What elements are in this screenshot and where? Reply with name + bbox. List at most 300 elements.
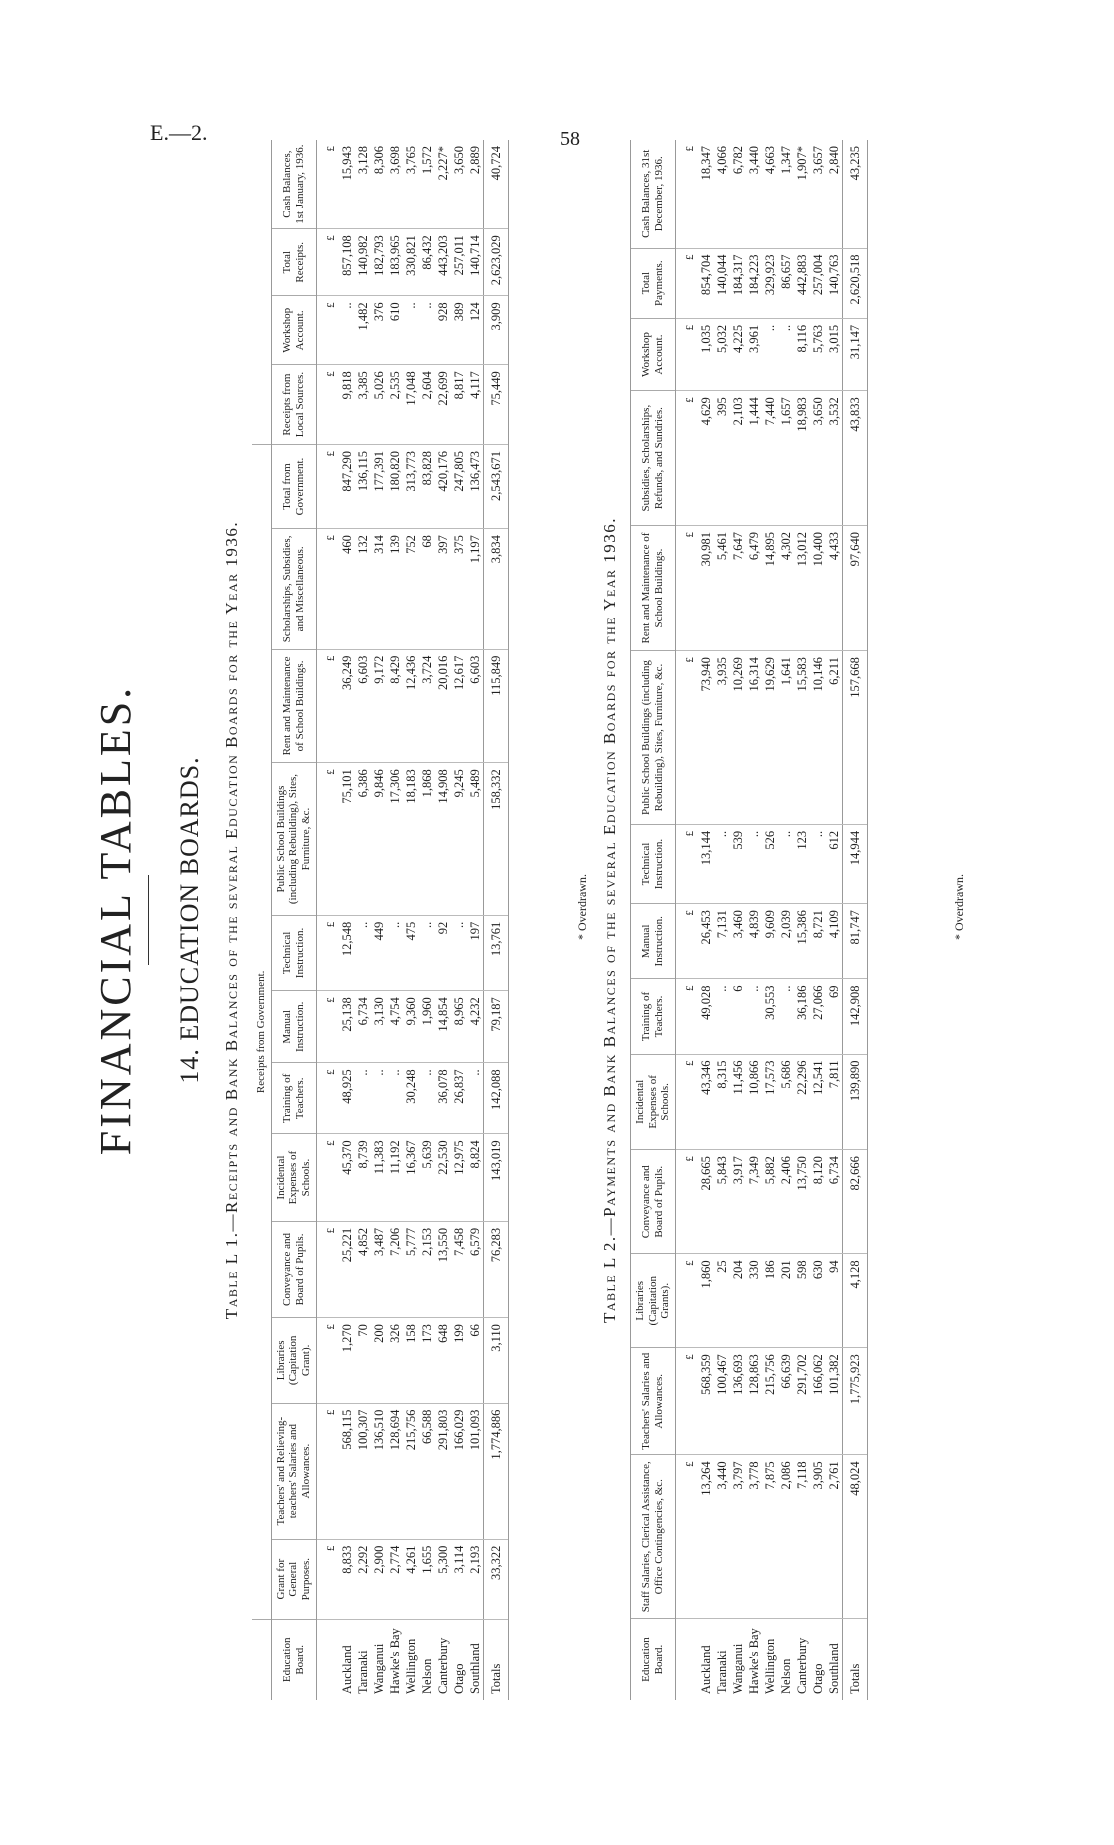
table-cell: 376 <box>371 296 387 365</box>
unit-cell: £ <box>675 904 698 979</box>
total-cell: 3,834 <box>483 529 508 649</box>
board-name: Wellington <box>762 1638 777 1694</box>
table-cell: 10,400 <box>810 525 826 650</box>
table-cell: 2,604 <box>419 365 435 445</box>
table-cell: 4,839 <box>746 904 762 979</box>
section-title: 14. EDUCATION BOARDS. <box>175 756 204 1084</box>
table-cell: 395 <box>714 391 730 526</box>
table-cell: 25 <box>714 1254 730 1348</box>
table-cell: 10,146 <box>810 651 826 825</box>
table-cell: 5,843 <box>714 1150 730 1254</box>
table-cell: 6,479 <box>746 525 762 650</box>
table-cell: 6 <box>730 979 746 1054</box>
table-cell: 6,579 <box>467 1221 484 1317</box>
table-cell: 443,203 <box>435 229 451 296</box>
table-cell: .. <box>403 296 419 365</box>
table-cell: 4,629 <box>698 391 714 526</box>
table-cell: 136,115 <box>355 444 371 528</box>
table-cell: 2,103 <box>730 391 746 526</box>
board-name: Southland <box>826 1643 841 1694</box>
table-cell: 199 <box>451 1318 467 1404</box>
column-header: Staff Salaries, Clerical Assistance, Office Contingencies, &c. <box>631 1455 676 1619</box>
table-cell: 184,317 <box>730 248 746 318</box>
table-cell: 4,066 <box>714 140 730 248</box>
table-cell: 4,302 <box>778 525 794 650</box>
table-cell: 854,704 <box>698 248 714 318</box>
table-cell: 568,115 <box>339 1403 355 1539</box>
table-cell: 5,639 <box>419 1134 435 1221</box>
table-cell: 314 <box>371 529 387 649</box>
table-cell: 20,016 <box>435 649 451 763</box>
table-cell: 100,307 <box>355 1403 371 1539</box>
table-cell: .. <box>451 915 467 990</box>
table-cell: 4,117 <box>467 365 484 445</box>
table-cell: 12,617 <box>451 649 467 763</box>
column-header: Teachers' Salaries and Allowances. <box>631 1348 676 1455</box>
table-cell: 13,012 <box>794 525 810 650</box>
table-cell: 136,510 <box>371 1403 387 1539</box>
board-name: Otago <box>810 1663 825 1694</box>
units-row <box>316 140 339 1700</box>
table-cell: 442,883 <box>794 248 810 318</box>
table-cell: 4,754 <box>387 991 403 1063</box>
table-cell: 139 <box>387 529 403 649</box>
table-cell: .. <box>746 824 762 903</box>
table-cell: 5,489 <box>467 763 484 916</box>
table-cell: .. <box>810 824 826 903</box>
table-cell: 124 <box>467 296 484 365</box>
table-cell: 5,026 <box>371 365 387 445</box>
table-cell: .. <box>714 824 730 903</box>
table-row <box>698 140 714 1700</box>
totals-row <box>483 140 508 1700</box>
board-name: Auckland <box>698 1645 713 1694</box>
column-header: Workshop Account. <box>271 296 316 365</box>
table-cell: 8,116 <box>794 318 810 390</box>
column-header: Cash Balances, 1st January, 1936. <box>271 140 316 229</box>
total-cell: 3,110 <box>483 1318 508 1404</box>
table-cell: 257,004 <box>810 248 826 318</box>
rotated-content <box>90 140 970 1700</box>
table-cell: 397 <box>435 529 451 649</box>
table-cell: 2,535 <box>387 365 403 445</box>
page-number: 58 <box>560 128 580 150</box>
unit-cell <box>675 1619 698 1700</box>
table1-group-spacer-right <box>252 140 271 444</box>
table-cell: 204 <box>730 1254 746 1348</box>
table-cell: 2,086 <box>778 1455 794 1619</box>
column-header: Total from Government. <box>271 444 316 528</box>
table-cell: 9,172 <box>371 649 387 763</box>
total-cell: 79,187 <box>483 991 508 1063</box>
column-header: Manual Instruction. <box>271 991 316 1063</box>
table-cell: 7,458 <box>451 1221 467 1317</box>
total-cell: 142,088 <box>483 1063 508 1134</box>
table2-header-row <box>631 140 676 1700</box>
table-cell: 7,875 <box>762 1455 778 1619</box>
board-name: Hawke's Bay <box>387 1628 402 1694</box>
totals-row <box>842 140 867 1700</box>
table-cell: 5,882 <box>762 1150 778 1254</box>
table-cell: 66 <box>467 1318 484 1404</box>
table-cell: 4,232 <box>467 991 484 1063</box>
table-cell: 11,383 <box>371 1134 387 1221</box>
table-cell: .. <box>419 296 435 365</box>
table-cell: 1,444 <box>746 391 762 526</box>
table-cell: 4,663 <box>762 140 778 248</box>
table-cell: .. <box>762 318 778 390</box>
table-cell: 526 <box>762 824 778 903</box>
table-cell: 18,183 <box>403 763 419 916</box>
unit-cell: £ <box>316 1539 339 1619</box>
total-cell: 31,147 <box>842 318 867 390</box>
column-header: Incidental Expenses of Schools. <box>631 1054 676 1150</box>
unit-cell: £ <box>316 229 339 296</box>
table-cell: 15,386 <box>794 904 810 979</box>
title-rule <box>148 875 149 965</box>
column-header: Public School Buildings (including Rebuilding), Sites, Furniture, &c. <box>271 763 316 916</box>
table-cell: 752 <box>403 529 419 649</box>
board-name: Auckland <box>339 1645 354 1694</box>
table-cell: 2,761 <box>826 1455 843 1619</box>
table-cell: 215,756 <box>762 1348 778 1455</box>
table-cell: 2,889 <box>467 140 484 229</box>
table-cell: 2,774 <box>387 1539 403 1619</box>
table-cell: 13,264 <box>698 1455 714 1619</box>
table-row <box>778 140 794 1700</box>
table-cell: 8,306 <box>371 140 387 229</box>
table-row <box>355 140 371 1700</box>
page-identifier: E.—2. <box>150 120 208 145</box>
unit-cell: £ <box>316 915 339 990</box>
table-cell: 14,854 <box>435 991 451 1063</box>
table-cell: 3,765 <box>403 140 419 229</box>
table-cell: .. <box>419 915 435 990</box>
table-cell: 45,370 <box>339 1134 355 1221</box>
table-cell: 1,907* <box>794 140 810 248</box>
table-cell: .. <box>714 979 730 1054</box>
table-cell: .. <box>387 915 403 990</box>
table-cell: 25,221 <box>339 1221 355 1317</box>
table-cell: 17,048 <box>403 365 419 445</box>
board-name: Wanganui <box>730 1643 745 1694</box>
document-title: FINANCIAL TABLES. <box>91 684 140 1156</box>
payments-table <box>630 140 868 1700</box>
table-cell: 3,797 <box>730 1455 746 1619</box>
table-cell: 13,550 <box>435 1221 451 1317</box>
table1-group-row <box>252 140 271 1700</box>
table-cell: 197 <box>467 915 484 990</box>
table-cell: .. <box>467 1063 484 1134</box>
table1-footnote: * Overdrawn. <box>575 874 589 940</box>
column-header: Rent and Maintenance of School Buildings. <box>271 649 316 763</box>
table-cell: 3,917 <box>730 1150 746 1254</box>
table-cell: 101,382 <box>826 1348 843 1455</box>
table-cell: 1,482 <box>355 296 371 365</box>
table-cell: 3,532 <box>826 391 843 526</box>
column-header: Conveyance and Board of Pupils. <box>631 1150 676 1254</box>
unit-cell: £ <box>675 248 698 318</box>
column-header: Rent and Maintenance of School Buildings. <box>631 525 676 650</box>
table-cell: 389 <box>451 296 467 365</box>
table-cell: .. <box>419 1063 435 1134</box>
table-cell: 326 <box>387 1318 403 1404</box>
table-cell: .. <box>371 1063 387 1134</box>
table1-header-row <box>271 140 316 1700</box>
table-row <box>826 140 843 1700</box>
table2-caption: Table L 2.—Payments and Bank Balances of the several Education Boards for the Year 1936. <box>600 516 619 1324</box>
table-cell: 166,062 <box>810 1348 826 1455</box>
unit-cell: £ <box>675 1348 698 1455</box>
table-row <box>730 140 746 1700</box>
table-cell: 6,386 <box>355 763 371 916</box>
board-name: Taranaki <box>355 1650 370 1694</box>
unit-cell: £ <box>675 318 698 390</box>
table-cell: 2,153 <box>419 1221 435 1317</box>
table-cell: 3,114 <box>451 1539 467 1619</box>
table-cell: 375 <box>451 529 467 649</box>
column-header: Scholarships, Subsidies, and Miscellaneous. <box>271 529 316 649</box>
table-cell: 857,108 <box>339 229 355 296</box>
table-cell: 10,866 <box>746 1054 762 1150</box>
table-cell: 36,186 <box>794 979 810 1054</box>
receipts-table <box>252 140 509 1700</box>
table-cell: 140,044 <box>714 248 730 318</box>
table-cell: 26,837 <box>451 1063 467 1134</box>
column-header: Receipts from Local Sources. <box>271 365 316 445</box>
table-cell: 15,583 <box>794 651 810 825</box>
column-header: Total Receipts. <box>271 229 316 296</box>
table-cell: .. <box>339 296 355 365</box>
table-cell: .. <box>355 915 371 990</box>
column-header: Conveyance and Board of Pupils. <box>271 1221 316 1317</box>
unit-cell: £ <box>675 391 698 526</box>
column-header: Teachers' and Relieving-teachers' Salaries and Allowances. <box>271 1403 316 1539</box>
total-cell: 158,332 <box>483 763 508 916</box>
table-cell: 36,078 <box>435 1063 451 1134</box>
table-cell: 3,440 <box>746 140 762 248</box>
table-row <box>810 140 826 1700</box>
table-cell: 7,440 <box>762 391 778 526</box>
unit-cell: £ <box>316 1063 339 1134</box>
table-cell: 2,292 <box>355 1539 371 1619</box>
table-cell: 7,647 <box>730 525 746 650</box>
unit-cell: £ <box>675 824 698 903</box>
table-cell: .. <box>778 824 794 903</box>
column-header: Education Board. <box>631 1619 676 1700</box>
table-cell: 8,739 <box>355 1134 371 1221</box>
table-cell: 123 <box>794 824 810 903</box>
table-cell: 2,840 <box>826 140 843 248</box>
table-cell: 3,650 <box>451 140 467 229</box>
total-cell: 115,849 <box>483 649 508 763</box>
table-cell: 330,821 <box>403 229 419 296</box>
table-row <box>794 140 810 1700</box>
table-cell: 630 <box>810 1254 826 1348</box>
unit-cell: £ <box>316 1221 339 1317</box>
table-cell: 30,981 <box>698 525 714 650</box>
table-cell: 3,128 <box>355 140 371 229</box>
column-header: Technical Instruction. <box>271 915 316 990</box>
table-cell: 140,714 <box>467 229 484 296</box>
table-cell: 173 <box>419 1318 435 1404</box>
table-row <box>339 140 355 1700</box>
table-cell: 183,965 <box>387 229 403 296</box>
table-cell: 612 <box>826 824 843 903</box>
table-cell: 186 <box>762 1254 778 1348</box>
table-cell: 2,227* <box>435 140 451 229</box>
total-cell: 48,024 <box>842 1455 867 1619</box>
table-row <box>387 140 403 1700</box>
table1-body <box>316 140 508 1700</box>
table-cell: 1,347 <box>778 140 794 248</box>
table-cell: 11,456 <box>730 1054 746 1150</box>
total-cell: 13,761 <box>483 915 508 990</box>
table-cell: 70 <box>355 1318 371 1404</box>
table-cell: 177,391 <box>371 444 387 528</box>
table-cell: 36,249 <box>339 649 355 763</box>
column-header: Cash Balances, 31st December, 1936. <box>631 140 676 248</box>
unit-cell: £ <box>316 649 339 763</box>
table-cell: .. <box>778 979 794 1054</box>
total-cell: 76,283 <box>483 1221 508 1317</box>
total-cell: 1,775,923 <box>842 1348 867 1455</box>
table-cell: 2,900 <box>371 1539 387 1619</box>
table-cell: 3,650 <box>810 391 826 526</box>
table-cell: 3,935 <box>714 651 730 825</box>
total-cell: 157,668 <box>842 651 867 825</box>
table-cell: 136,693 <box>730 1348 746 1455</box>
table-cell: 3,015 <box>826 318 843 390</box>
board-name: Otago <box>451 1663 466 1694</box>
table-cell: 15,943 <box>339 140 355 229</box>
table-cell: 86,432 <box>419 229 435 296</box>
table-row <box>467 140 484 1700</box>
table-cell: 1,960 <box>419 991 435 1063</box>
table-cell: 257,011 <box>451 229 467 296</box>
unit-cell: £ <box>316 140 339 229</box>
total-cell: 33,322 <box>483 1539 508 1619</box>
table-cell: 30,553 <box>762 979 778 1054</box>
table-cell: 8,429 <box>387 649 403 763</box>
column-header: Public School Buildings (including Rebuilding), Sites, Furniture, &c. <box>631 651 676 825</box>
table-row <box>451 140 467 1700</box>
table-cell: 4,109 <box>826 904 843 979</box>
table-cell: 200 <box>371 1318 387 1404</box>
table-cell: 22,530 <box>435 1134 451 1221</box>
total-cell: 2,543,671 <box>483 444 508 528</box>
table-cell: 6,734 <box>355 991 371 1063</box>
table-cell: 92 <box>435 915 451 990</box>
table-cell: .. <box>778 318 794 390</box>
total-cell: 143,019 <box>483 1134 508 1221</box>
table-cell: 12,541 <box>810 1054 826 1150</box>
board-name: Wellington <box>403 1638 418 1694</box>
total-cell: 4,128 <box>842 1254 867 1348</box>
table-cell: 5,686 <box>778 1054 794 1150</box>
table-row <box>435 140 451 1700</box>
table-cell: 3,440 <box>714 1455 730 1619</box>
table-cell: 158 <box>403 1318 419 1404</box>
table-cell: 5,777 <box>403 1221 419 1317</box>
table-cell: 13,144 <box>698 824 714 903</box>
table-cell: 6,603 <box>355 649 371 763</box>
column-header: Education Board. <box>271 1619 316 1700</box>
table-cell: 1,868 <box>419 763 435 916</box>
table-cell: 5,032 <box>714 318 730 390</box>
column-header: Technical Instruction. <box>631 824 676 903</box>
unit-cell: £ <box>316 763 339 916</box>
table-cell: 75,101 <box>339 763 355 916</box>
unit-cell: £ <box>675 651 698 825</box>
table-cell: 449 <box>371 915 387 990</box>
table-cell: 136,473 <box>467 444 484 528</box>
table-cell: 648 <box>435 1318 451 1404</box>
table-cell: 69 <box>826 979 843 1054</box>
table-cell: 180,820 <box>387 444 403 528</box>
table-cell: .. <box>387 1063 403 1134</box>
board-name: Nelson <box>419 1658 434 1694</box>
table-cell: 7,206 <box>387 1221 403 1317</box>
total-cell: 142,908 <box>842 979 867 1054</box>
table-row <box>419 140 435 1700</box>
unit-cell: £ <box>675 140 698 248</box>
column-header: Incidental Expenses of Schools. <box>271 1134 316 1221</box>
table-cell: 568,359 <box>698 1348 714 1455</box>
table-cell: 3,385 <box>355 365 371 445</box>
column-header: Total Payments. <box>631 248 676 318</box>
table-cell: 6,211 <box>826 651 843 825</box>
board-name: Canterbury <box>794 1637 809 1694</box>
board-name: Nelson <box>778 1658 793 1694</box>
table-cell: 8,721 <box>810 904 826 979</box>
total-cell: 3,909 <box>483 296 508 365</box>
table-cell: 610 <box>387 296 403 365</box>
table-cell: 22,296 <box>794 1054 810 1150</box>
unit-cell: £ <box>675 1150 698 1254</box>
table-cell: 128,863 <box>746 1348 762 1455</box>
table-cell: 2,193 <box>467 1539 484 1619</box>
unit-cell: £ <box>316 991 339 1063</box>
table-cell: 86,657 <box>778 248 794 318</box>
table-cell: 18,983 <box>794 391 810 526</box>
table-cell: 13,750 <box>794 1150 810 1254</box>
board-name: Southland <box>467 1643 482 1694</box>
table-cell: 598 <box>794 1254 810 1348</box>
table-cell: 19,629 <box>762 651 778 825</box>
table-cell: 66,588 <box>419 1403 435 1539</box>
table-cell: 140,763 <box>826 248 843 318</box>
table-cell: 128,694 <box>387 1403 403 1539</box>
table-cell: 3,961 <box>746 318 762 390</box>
table-cell: 291,803 <box>435 1403 451 1539</box>
table-cell: 3,657 <box>810 140 826 248</box>
table-cell: 28,665 <box>698 1150 714 1254</box>
table-cell: .. <box>355 1063 371 1134</box>
unit-cell: £ <box>675 979 698 1054</box>
total-cell: 139,890 <box>842 1054 867 1150</box>
table-cell: 3,778 <box>746 1455 762 1619</box>
total-cell: 40,724 <box>483 140 508 229</box>
table-cell: 16,367 <box>403 1134 419 1221</box>
total-cell: 2,620,518 <box>842 248 867 318</box>
table-cell: 10,269 <box>730 651 746 825</box>
table-cell: 3,130 <box>371 991 387 1063</box>
total-cell: 1,774,886 <box>483 1403 508 1539</box>
table-cell: 8,965 <box>451 991 467 1063</box>
totals-label: Totals <box>842 1619 867 1700</box>
unit-cell <box>316 1619 339 1700</box>
